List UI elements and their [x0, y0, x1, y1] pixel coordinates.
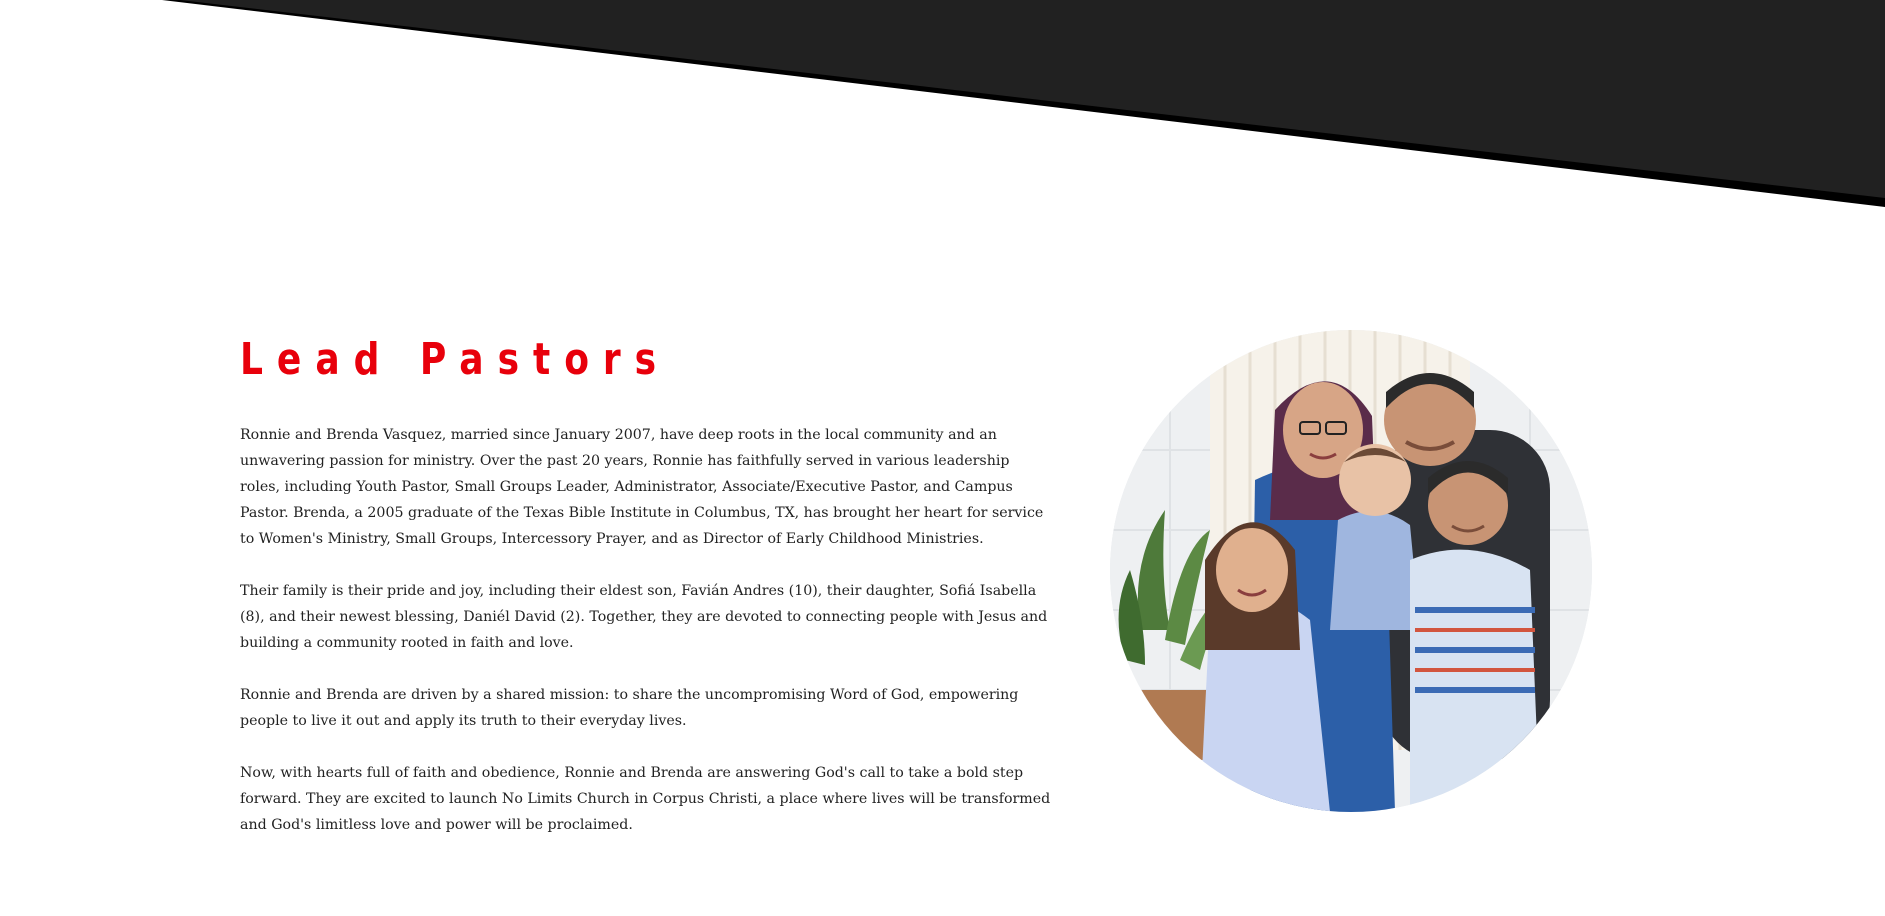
baby-son — [1330, 444, 1420, 630]
family-photo-illustration — [1110, 330, 1592, 812]
family-portrait — [1110, 330, 1592, 812]
mission-paragraph: Ronnie and Brenda are driven by a shared mission: to share the uncompromising Word of God, empowering people to live it out and apply its truth to their everyday lives. — [240, 687, 1019, 729]
top-diagonal-banner — [0, 0, 1885, 210]
section-heading: Lead Pastors — [240, 334, 671, 385]
church-launch-paragraph: Now, with hearts full of faith and obedience, Ronnie and Brenda are answering God's call to take a bold step forward. They are excited to launch No Limits Church in Corpus Christi, a place where lives will be transformed and God's limitless love and power will be proclaimed. — [240, 765, 1051, 833]
family-paragraph: Their family is their pride and joy, including their eldest son, Favián Andres (10), their daughter, Sofiá Isabella (8), and their newest blessing, Daniél David (2). Together, they are devoted to connecting people with Jesus and building a community rooted in faith and love. — [240, 583, 1048, 651]
bio-paragraph: Ronnie and Brenda Vasquez, married since January 2007, have deep roots in the local community and an unwavering passion for ministry. Over the past 20 years, Ronnie has faithfully served in various leadership roles, including Youth Pastor, Small Groups Leader, Administrator, Associate/Executive Pastor, and Campus Pastor. Brenda, a 2005 graduate of the Texas Bible Institute in Columbus, TX, has brought her heart for service to Women's Ministry, Small Groups, Intercessory Prayer, and as Director of Early Childhood Ministries. — [240, 427, 1044, 547]
lead-pastors-section — [240, 334, 1052, 864]
